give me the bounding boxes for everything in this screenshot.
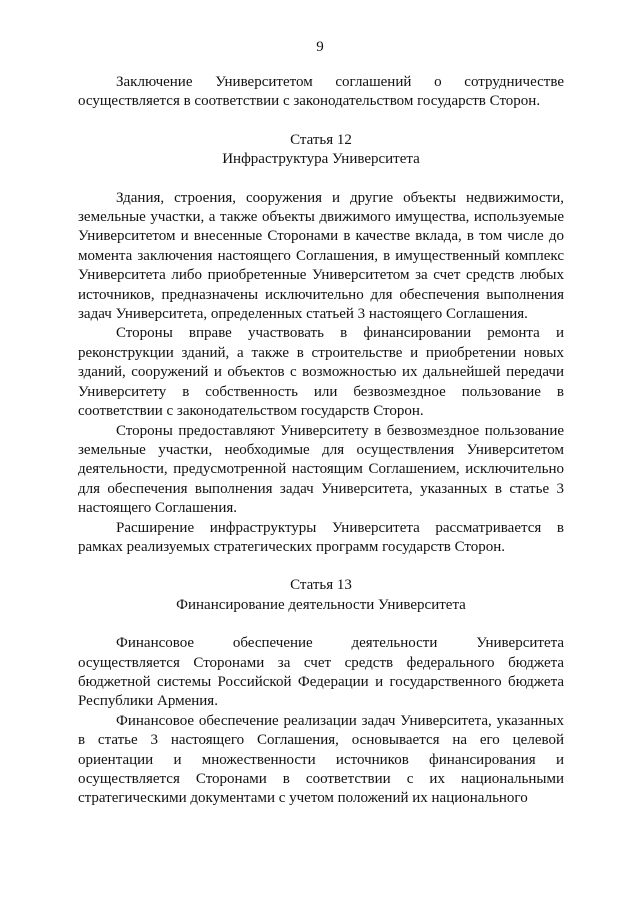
page-number: 9 (316, 39, 324, 55)
article-12-paragraph-3: Стороны предоставляют Университету в безвозмездное пользование земельные участки, необходимые для осуществления Университетом деятельности, предусмотренной настоящим Соглашением, исключительно для обеспечения выполнения задач Университета, указанных в статье 3 настоящего Соглашения. (78, 422, 564, 517)
article-13-title: Финансирование деятельности Университета (176, 596, 466, 613)
intro-paragraph: Заключение Университетом соглашений о сотрудничестве осуществляется в соответствии с законодательством государств Сторон. (78, 74, 564, 110)
document-body (78, 73, 564, 809)
article-13-heading (78, 576, 564, 615)
article-12-title: Инфраструктура Университета (222, 151, 420, 168)
article-12-heading (78, 131, 564, 170)
article-12-paragraph-1: Здания, строения, сооружения и другие объекты недвижимости, земельные участки, а также объекты движимого имущества, используемые Университетом и внесенные Сторонами в качестве вклада, в том числе до момента заключения настоящего Соглашения, в имущественный комплекс Университета либо приобретенные Университетом за счет средств любых источников, предназначены исключительно для обеспечения выполнения задач Университета, определенных статьей 3 настоящего Соглашения. (78, 189, 564, 323)
article-13-paragraph-1: Финансовое обеспечение деятельности Университета осуществляется Сторонами за счет средств федерального бюджета бюджетной системы Российской Федерации и государственного бюджета Республики Армения. (78, 635, 564, 710)
article-12-paragraph-4: Расширение инфраструктуры Университета рассматривается в рамках реализуемых стратегических программ государств Сторон. (78, 519, 564, 555)
article-13-number: Статья 13 (290, 577, 352, 594)
article-13-paragraph-2: Финансовое обеспечение реализации задач Университета, указанных в статье 3 настоящего Соглашения, основывается на его целевой ориентации и множественности источников финансирования и осуществляется Сторонами в соответствии с их национальными стратегическими документами с учетом положений их национального (78, 712, 564, 807)
article-12-paragraph-2: Стороны вправе участвовать в финансировании ремонта и реконструкции зданий, а также в строительстве и приобретении новых зданий, сооружений и объектов с возможностью их дальнейшей передачи Университету в собственность или безвозмездное пользование в соответствии с законодательством государств Сторон. (78, 325, 564, 420)
article-12-number: Статья 12 (290, 131, 352, 148)
